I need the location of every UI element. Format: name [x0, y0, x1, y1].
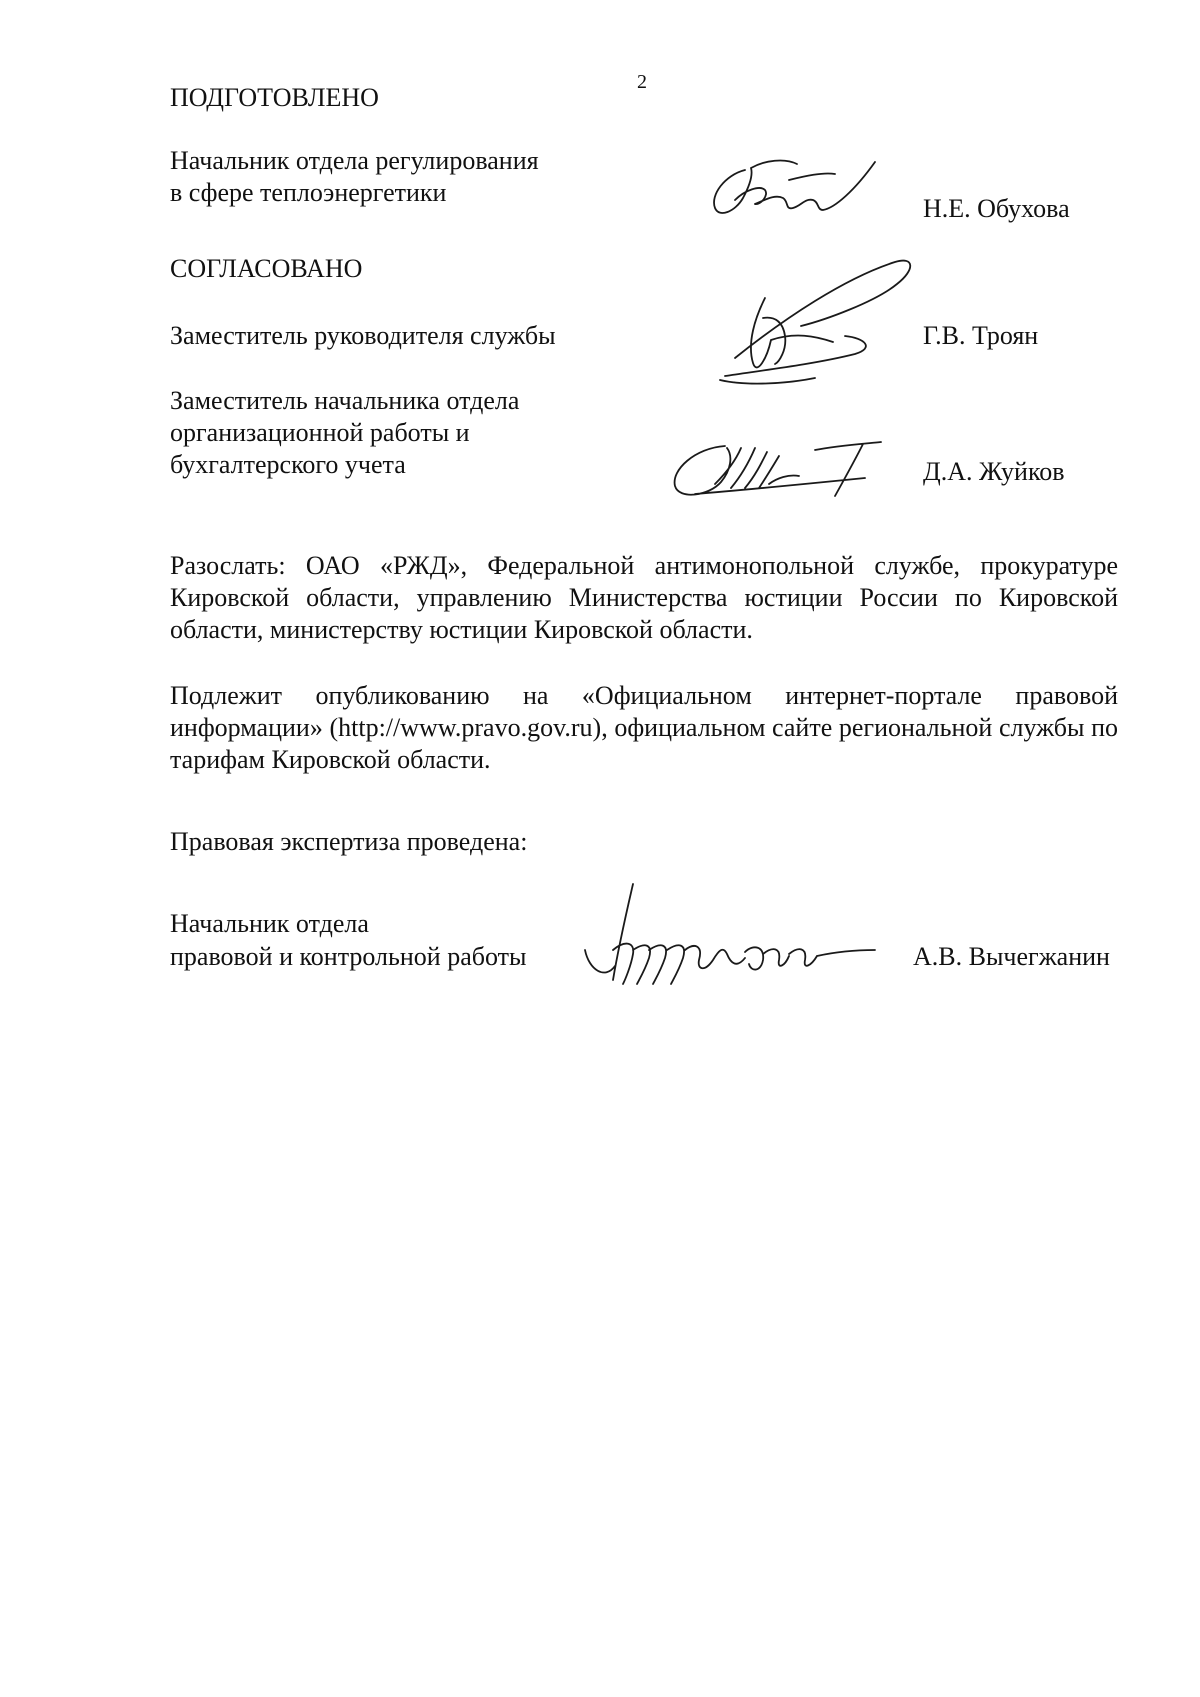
- signature-vychegzhanin: [575, 880, 905, 990]
- distribution-paragraph: Разослать: ОАО «РЖД», Федеральной антимонопольной службе, прокуратуре Кировской области, управлению Министерства юстиции России по Кировской области, министерству юстиции Кировской области.: [170, 551, 1118, 644]
- page-number: 2: [637, 71, 647, 93]
- agreed-signer1-name: Г.В. Троян: [923, 321, 1039, 350]
- prepared-position-line1: Начальник отдела регулирования: [170, 146, 539, 175]
- signature-troyan: [705, 258, 925, 393]
- legal-review-signer-name: А.В. Вычегжанин: [913, 942, 1110, 971]
- signature-obukhova: [705, 150, 895, 232]
- legal-review-heading: Правовая экспертиза проведена:: [170, 827, 528, 856]
- agreed-signer2-name: Д.А. Жуйков: [923, 457, 1065, 486]
- prepared-position-line2: в сфере теплоэнергетики: [170, 178, 447, 207]
- prepared-signer-name: Н.Е. Обухова: [923, 194, 1070, 223]
- agreed-signer2-position-line3: бухгалтерского учета: [170, 450, 406, 479]
- legal-review-position-line2: правовой и контрольной работы: [170, 942, 527, 971]
- agreed-signer2-position-line2: организационной работы и: [170, 418, 470, 447]
- agreed-signer2-position-line1: Заместитель начальника отдела: [170, 386, 520, 415]
- agreed-signer1-position: Заместитель руководителя службы: [170, 321, 556, 350]
- publication-paragraph: Подлежит опубликованию на «Официальном интернет-портале правовой информации» (http://www.pravo.gov.ru), официальном сайте региональной службы по тарифам Кировской области.: [170, 681, 1118, 774]
- prepared-heading: ПОДГОТОВЛЕНО: [170, 83, 379, 112]
- signature-zhuykov: [665, 426, 905, 508]
- agreed-heading: СОГЛАСОВАНО: [170, 254, 363, 283]
- legal-review-position-line1: Начальник отдела: [170, 909, 369, 938]
